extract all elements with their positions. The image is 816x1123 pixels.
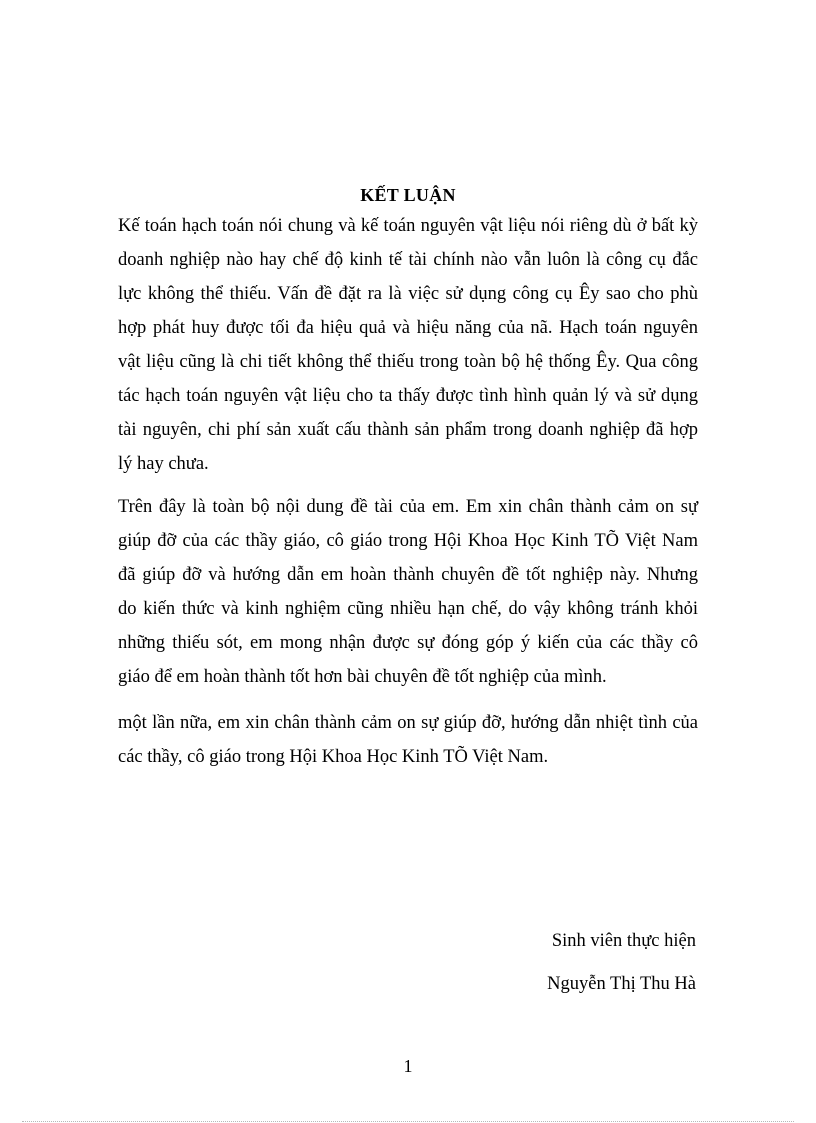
paragraph-line: lý hay chưa. (118, 454, 209, 474)
paragraph-line: Trên đây là toàn bộ nội dung đề tài của em. Em xin chân thành cảm on sự (118, 497, 698, 517)
paragraph-line: doanh nghiệp nào hay chế độ kinh tế tài chính nào vẫn luôn là công cụ đắc (118, 250, 698, 270)
document-title: KẾT LUẬN (360, 185, 456, 205)
paragraph-line: tài nguyên, chi phí sản xuất cấu thành sản phẩm trong doanh nghiệp đã hợp (118, 420, 698, 440)
paragraph-3 (118, 706, 698, 774)
paragraph-line: đã giúp đỡ và hướng dẫn em hoàn thành chuyên đề tốt nghiệp này. Nhưng (118, 565, 698, 585)
paragraph-line: lực không thể thiếu. Vấn đề đặt ra là việc sử dụng công cụ Êy sao cho phù (118, 284, 698, 304)
paragraph-line: những thiếu sót, em mong nhận được sự đóng góp ý kiến của các thầy cô (118, 633, 698, 653)
paragraph-line: hợp phát huy được tối đa hiệu quả và hiệu năng của nã. Hạch toán nguyên (118, 318, 698, 338)
paragraph-line: các thầy, cô giáo trong Hội Khoa Học Kinh TÕ Việt Nam. (118, 747, 549, 767)
paragraph-2 (118, 490, 698, 694)
paragraph-line: giáo để em hoàn thành tốt hơn bài chuyên đề tốt nghiệp của mình. (118, 667, 607, 687)
page-bottom-divider (22, 1121, 794, 1122)
page-number: 1 (403, 1056, 413, 1076)
signature-name: Nguyễn Thị Thu Hà (547, 974, 696, 994)
paragraph-line: giúp đỡ của các thầy giáo, cô giáo trong Hội Khoa Học Kinh TÕ Việt Nam (118, 531, 698, 551)
paragraph-line: tác hạch toán nguyên vật liệu cho ta thấy được tình hình quản lý và sử dụng (118, 386, 698, 406)
paragraph-line: do kiến thức và kinh nghiệm cũng nhiều hạn chế, do vậy không tránh khỏi (118, 599, 698, 619)
paragraph-line: vật liệu cũng là chi tiết không thể thiếu trong toàn bộ hệ thống Êy. Qua công (118, 352, 698, 372)
paragraph-line: một lần nữa, em xin chân thành cảm on sự giúp đỡ, hướng dẫn nhiệt tình của (118, 713, 698, 733)
paragraph-1 (118, 209, 698, 481)
paragraph-line: Kế toán hạch toán nói chung và kế toán nguyên vật liệu nói riêng dù ở bất kỳ (118, 216, 698, 236)
signature-role: Sinh viên thực hiện (551, 931, 696, 951)
